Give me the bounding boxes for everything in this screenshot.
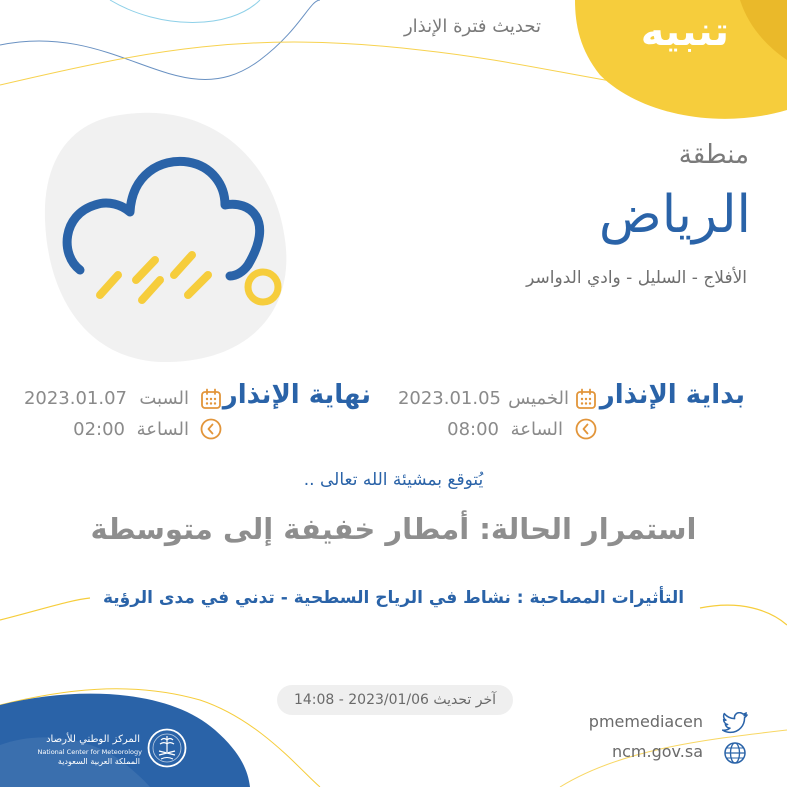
alert-title: تنبيه <box>640 9 729 55</box>
organization-name-ar: المركز الوطني للأرصاد <box>46 734 140 745</box>
warning-start-day: الخميس <box>508 388 569 409</box>
warning-end-date: 2023.01.07 <box>23 388 127 409</box>
clock-icon <box>575 418 597 440</box>
warning-start-title: بداية الإنذار <box>599 380 745 410</box>
ncm-logo-icon <box>147 728 187 768</box>
warning-start-date: 2023.01.05 <box>397 388 501 409</box>
organization-country: المملكة العربية السعودية <box>57 757 140 766</box>
region-name: الرياض <box>598 185 751 245</box>
organization-name-en: National Center for Meteorology <box>37 748 142 756</box>
subregions-list: الأفلاج - السليل - وادي الدواسر <box>526 268 747 288</box>
rain-cloud-icon <box>60 150 290 320</box>
warning-end-time: 02:00 <box>73 419 125 440</box>
calendar-icon <box>575 388 597 410</box>
twitter-icon[interactable] <box>722 712 748 734</box>
globe-icon[interactable] <box>723 741 747 765</box>
warning-start-time: 08:00 <box>447 419 499 440</box>
warning-end-day: السبت <box>139 388 189 409</box>
warning-end-title: نهاية الإنذار <box>222 380 371 410</box>
forecast-effects: التأثيرات المصاحبة : نشاط في الرياح السطحية - تدني في مدى الرؤية <box>102 588 685 608</box>
warning-end-time-label: الساعة <box>136 419 189 440</box>
last-update-badge: آخر تحديث 2023/01/06 - 14:08 <box>277 685 513 715</box>
region-label: منطقة <box>678 140 749 170</box>
twitter-handle[interactable]: pmemediacen <box>588 712 703 731</box>
clock-icon <box>200 418 222 440</box>
calendar-icon <box>200 388 222 410</box>
forecast-intro: يُتوقع بمشيئة الله تعالى .. <box>303 470 484 490</box>
website-link[interactable]: ncm.gov.sa <box>611 742 703 761</box>
warning-start-time-label: الساعة <box>510 419 563 440</box>
update-period-label: تحديث فترة الإنذار <box>403 16 541 37</box>
forecast-status: استمرار الحالة: أمطار خفيفة إلى متوسطة <box>90 512 697 546</box>
